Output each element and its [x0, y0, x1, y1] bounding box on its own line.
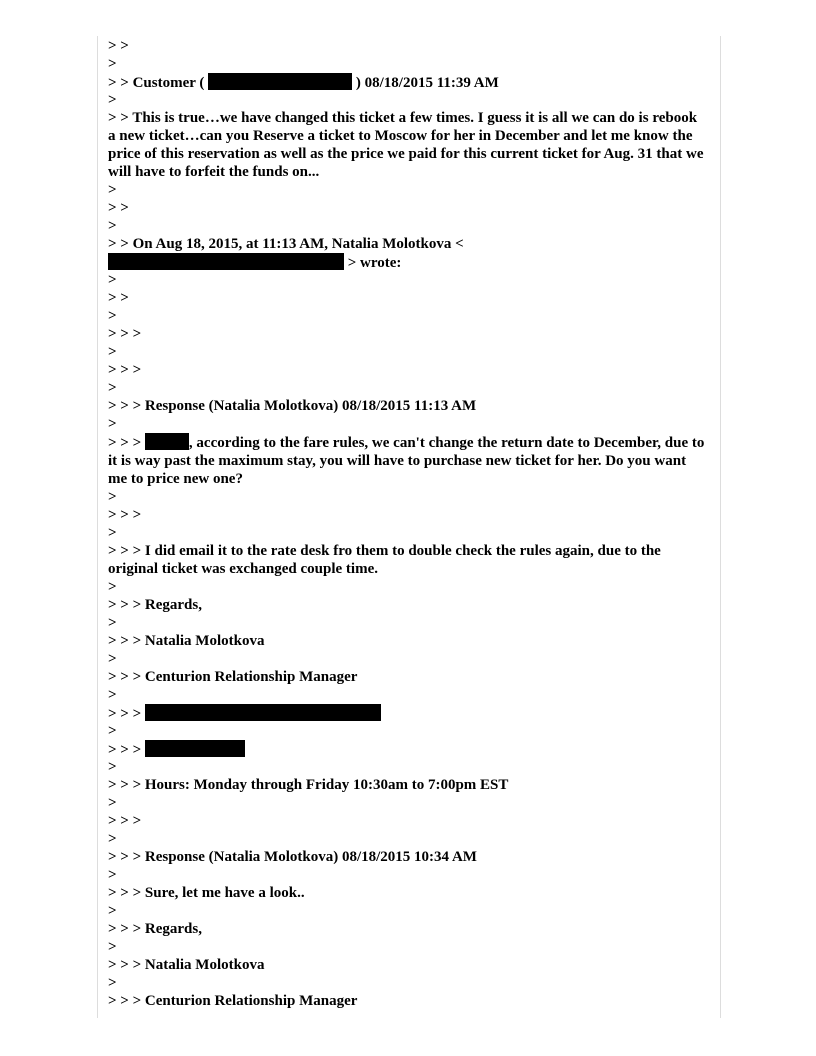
signature-name: > > > Natalia Molotkova: [108, 957, 265, 973]
quote-line: >: [108, 308, 117, 324]
response-header: > > > Response (Natalia Molotkova) 08/18/2015 10:34 AM: [108, 849, 477, 865]
quote-line: > > >: [108, 507, 142, 523]
quote-prefix: > > >: [108, 706, 142, 722]
redacted-block: [145, 704, 381, 721]
quote-line: >: [108, 489, 117, 505]
signature-contact: [108, 704, 708, 722]
quote-line: >: [108, 795, 117, 811]
signature-hours: > > > Hours: Monday through Friday 10:30am to 7:00pm EST: [108, 777, 509, 793]
redacted-block: [208, 73, 352, 90]
quote-prefix: > > >: [108, 435, 142, 451]
quote-line: >: [108, 903, 117, 919]
quote-line: >: [108, 380, 117, 396]
quote-line: >: [108, 272, 117, 288]
customer-header: [108, 73, 708, 91]
reply-attribution: > > On Aug 18, 2015, at 11:13 AM, Natalia Molotkova <: [108, 236, 464, 252]
quote-line: >: [108, 92, 117, 108]
response-text: , according to the fare rules, we can't change the return date to December, due to it is way past the maximum stay, you will have to purchase new ticket for her. Do you want me to price new one?: [108, 435, 705, 487]
quote-line: >: [108, 579, 117, 595]
quote-line: > > >: [108, 362, 142, 378]
signature-regards: > > > Regards,: [108, 597, 202, 613]
quote-line: >: [108, 687, 117, 703]
quote-line: >: [108, 416, 117, 432]
response-message: [108, 433, 708, 488]
quote-line: >: [108, 759, 117, 775]
customer-label: > > Customer (: [108, 75, 205, 91]
response-message: > > > Sure, let me have a look..: [108, 885, 305, 901]
quote-line: > >: [108, 38, 129, 54]
quote-line: >: [108, 218, 117, 234]
redacted-block: [145, 433, 189, 450]
redacted-block: [108, 253, 344, 270]
signature-regards: > > > Regards,: [108, 921, 202, 937]
customer-timestamp: ) 08/18/2015 11:39 AM: [355, 75, 499, 91]
redacted-block: [145, 740, 245, 757]
quote-line: > > >: [108, 813, 142, 829]
quote-line: >: [108, 831, 117, 847]
customer-message: > > This is true…we have changed this ticket a few times. I guess it is all we can do is rebook a new ticket…can you Reserve a ticket to Moscow for her in December and let me know the price of this reservation as well as the price we paid for this current ticket for Aug. 31 that we will have to forfeit the funds on...: [108, 110, 704, 180]
quote-line: >: [108, 615, 117, 631]
quote-line: >: [108, 939, 117, 955]
response-header: > > > Response (Natalia Molotkova) 08/18/2015 11:13 AM: [108, 398, 477, 414]
quote-line: >: [108, 651, 117, 667]
quote-line: >: [108, 182, 117, 198]
quote-line: >: [108, 344, 117, 360]
quote-line: >: [108, 975, 117, 991]
signature-title: > > > Centurion Relationship Manager: [108, 993, 358, 1009]
quote-line: > >: [108, 200, 129, 216]
quote-line: >: [108, 723, 117, 739]
signature-title: > > > Centurion Relationship Manager: [108, 669, 358, 685]
signature-name: > > > Natalia Molotkova: [108, 633, 265, 649]
quote-prefix: > > >: [108, 742, 142, 758]
wrote-label: > wrote:: [347, 255, 402, 271]
quote-line: >: [108, 56, 117, 72]
quote-line: > >: [108, 290, 129, 306]
quote-line: >: [108, 525, 117, 541]
reply-attribution-email: [108, 253, 708, 271]
signature-contact: [108, 740, 708, 758]
email-thread: [108, 37, 708, 1010]
quote-line: > > >: [108, 326, 142, 342]
quote-line: >: [108, 867, 117, 883]
response-message: > > > I did email it to the rate desk fro them to double check the rules again, due to the original ticket was exchanged couple time.: [108, 543, 661, 577]
